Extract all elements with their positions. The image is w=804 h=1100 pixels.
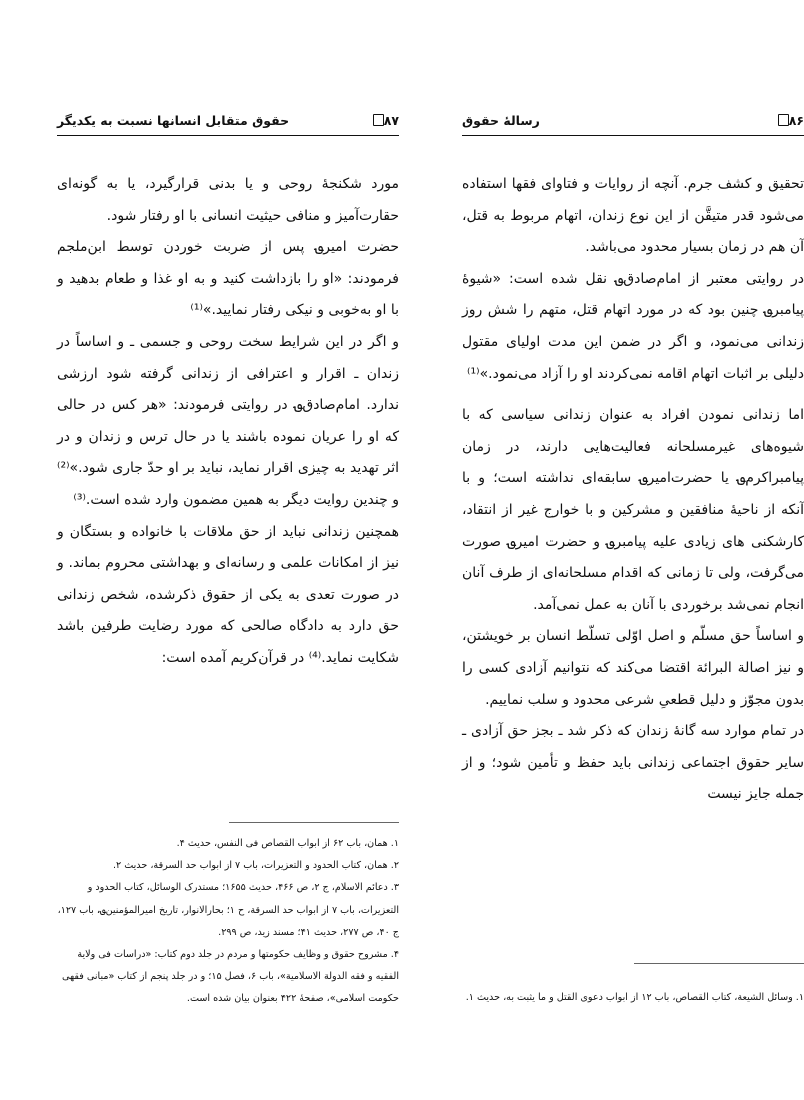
paragraph: اما زندانی نمودن افراد به عنوان زندانی سیاسی که با شیوه‌های غیرمسلحانه فعالیت‌هایی دارند، در زمان پیامبراکرم؈ یا حضرت‌امیر؈ سابقه‌ای نداشته است؛ و با آنکه از ناحیهٔ منافقین و مشرکین و با خوارج غیر از انتقاد، کارشکنی های زیادی علیه پیامبر؈ و حضرت امیر؈ صورت می‌گرفت، ولی تا زمانی که اقدام مسلحانه‌ای از طرف آنان انجام نمی‌شد برخوردی با آنان به عمل نمی‌آمد. <box>462 407 804 613</box>
body-text <box>462 169 804 811</box>
paragraph: تحقیق و کشف جرم. آنچه از روایات و فتاوای فقها استفاده می‌شود قدر متیقَّن از این نوع زندان، اتهام مربوط به قتل، آن هم در زمان بسیار محدود می‌باشد. <box>462 176 804 256</box>
footnote-divider <box>229 822 399 823</box>
page-header <box>57 105 399 136</box>
left-page <box>57 105 399 1065</box>
footnotes <box>57 833 399 1011</box>
paragraph: همچنین زندانی نباید از حق ملاقات با خانواده و بستگان و نیز از امکانات علمی و رسانه‌ای و بهداشتی محروم بماند. و در صورت تعدی به یکی از حقوق ذکرشده، شخص زندانی حق دارد به دادگاه صالحی که مورد رضایت طرفین باشد شکایت نماید.⁽⁴⁾ در قرآن‌کریم آمده است: <box>57 523 399 666</box>
body-text <box>57 169 399 675</box>
footnote-divider <box>634 963 804 964</box>
page-header <box>462 105 804 136</box>
page-number-box <box>776 113 804 128</box>
page-number: ۸۶ <box>788 113 804 128</box>
paragraph: در تمام موارد سه گانهٔ زندان که ذکر شد ـ بجز حق آزادی ـ سایر حقوق اجتماعی زندانی باید حفظ و تأمین شود؛ و از جمله جایز نیست <box>462 723 804 803</box>
page-number-box-icon <box>373 114 384 126</box>
footnote: ۲. همان، کتاب الحدود و التعزیرات، باب ۷ از ابواب حد السرقة، حدیث ۲. <box>112 860 399 872</box>
paragraph: حضرت امیر؈ پس از ضربت خوردن توسط ابن‌ملجم فرمودند: «او را بازداشت کنید و به او غذا و طعام بدهید و با او به‌خوبی و نیکی رفتار نمایید.»⁽¹⁾ <box>57 239 399 319</box>
footnote: ۱. همان، باب ۶۲ از ابواب القصاص فی النفس، حدیث ۴. <box>176 838 399 849</box>
running-title: حقوق متقابل انسانها نسبت به یکدیگر <box>57 113 290 128</box>
paragraph: مورد شکنجهٔ روحی و یا بدنی قرارگیرد، یا به گونه‌ای حقارت‌آمیز و منافی حیثیت انسانی با او رفتار شود. <box>57 176 399 224</box>
paragraph: و اگر در این شرایط سخت روحی و جسمی ـ و اساساً در زندان ـ اقرار و اعترافی از زندانی گرفته شود ارزشی ندارد. امام‌صادق؈ در روایتی فرمودند: «هر کس در حالی که او را عریان نموده باشند یا در حال ترس و زندان و در اثر تهدید به چیزی اقرار نماید، نباید بر او حدّ جاری شود.»⁽²⁾ و چندین روایت دیگر به همین مضمون وارد شده است.⁽³⁾ <box>57 333 399 508</box>
page-number-box <box>371 113 399 128</box>
right-page <box>462 105 804 1065</box>
footnote: ۱. وسائل الشیعة، کتاب القصاص، باب ۱۲ از ابواب دعوی القتل و ما یثبت به، حدیث ۱. <box>465 992 804 1003</box>
footnote: ۳. دعائم الاسلام، ج ۲، ص ۴۶۶، حدیث ۱۶۵۵؛ مستدرک الوسائل، کتاب الحدود و التعزیرات، باب ۷ از ابواب حد السرقة، ح ۱؛ بحارالانوار، تاریخ امیرالمؤمنین؈، باب ۱۲۷، ج ۴۰، ص ۲۷۷، حدیث ۴۱؛ مسند زید، ص ۲۹۹. <box>57 882 399 938</box>
paragraph: و اساساً حق مسلّم و اصل اوّلی تسلّط انسان بر خویشتن، و نیز اصالة البرائة اقتضا می‌کند که نتوانیم آزادی کسی را بدون مجوّز و دلیل قطعیِ شرعی محدود و سلب نماییم. <box>462 628 804 708</box>
footnote: ۴. مشروح حقوق و وظایف حکومتها و مردم در جلد دوم کتاب: «دراسات فی ولایة الفقیه و فقه الدولة الاسلامیة»، باب ۶، فصل ۱۵؛ و در جلد پنجم از کتاب «مبانی فقهی حکومت اسلامی»، صفحهٔ ۴۲۲ بعنوان بیان شده است. <box>61 949 399 1005</box>
page-number: ۸۷ <box>383 113 399 128</box>
running-title: رسالهٔ حقوق <box>462 113 540 128</box>
footnotes <box>462 987 804 1009</box>
page-number-box-icon <box>778 114 789 126</box>
paragraph: در روایتی معتبر از امام‌صادق؈ نقل شده است: «شیوهٔ پیامبر؈ چنین بود که در مورد اتهام قتل، متهم را شش روز زندانی می‌نمود، و اگر در ضمن این مدت اولیای مقتول دلیلی بر اثبات اتهام اقامه نمی‌کردند او را آزاد می‌نمود.»⁽¹⁾ <box>462 270 804 382</box>
